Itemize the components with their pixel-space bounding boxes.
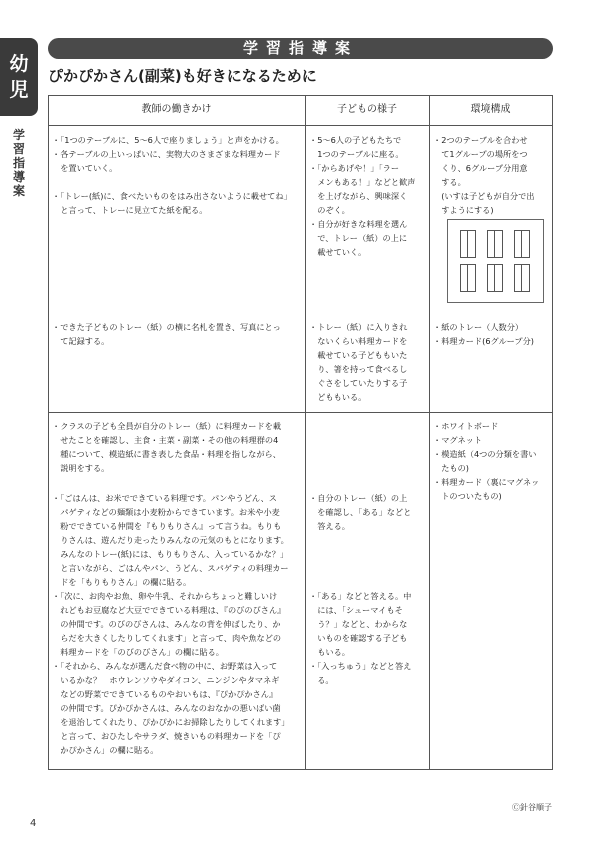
text-line: くり、6グループ分用意 <box>433 163 528 173</box>
text-line: の仲間です。ぴかぴかさんは、みんなのおなかの悪いばい菌 <box>52 703 281 713</box>
text-line: せたことを確認し、主食・主菜・副菜・その他の料理群の4 <box>52 435 279 445</box>
text-line: ・「入っちゅう」などと答え <box>309 661 412 671</box>
text-line: 1つのテーブルに座る。 <box>309 149 404 159</box>
row1-teacher <box>52 133 304 217</box>
text-line: ・模造紙（4つの分類を書い <box>433 449 537 459</box>
table-slot <box>487 264 503 292</box>
section-tab-char-1: 幼 <box>9 53 29 75</box>
text-line: ・「それから、みんなが選んだ食べ物の中に、お野菜は入って <box>52 661 278 671</box>
copyright-credit: Ⓒ針谷順子 <box>512 803 552 812</box>
text-line: れどもお豆腐など大豆でできている料理は、『のびのびさん』 <box>52 605 286 615</box>
text-line: りさんは、遊んだり走ったりみんなの元気のもとになります。 <box>52 535 289 545</box>
text-line: ・「ごはんは、お米でできている料理です。パンやうどん、ス <box>52 493 277 503</box>
row2-environment <box>433 320 552 348</box>
text-line: ・料理カード（裏にマグネッ <box>433 477 540 487</box>
text-line: 載せている子どももいた <box>309 350 408 360</box>
text-line: ・各テーブルの上いっぱいに、実物大のさまざまな料理カード <box>52 149 281 159</box>
text-line: ドを「もりもりさん」の欄に貼る。 <box>52 577 192 587</box>
text-line: 説明をする。 <box>52 463 110 473</box>
text-line: と言って、おひたしやサラダ、焼きいもの料理カードを「ぴ <box>52 731 281 741</box>
text-line: 粉でできている仲間を『もりもりさん』って言うね。もりも <box>52 521 282 531</box>
text-line: で、トレー（紙）の上に <box>309 233 408 243</box>
text-line: ・マグネット <box>433 435 483 445</box>
table-border <box>48 412 553 413</box>
row3-environment <box>433 419 552 503</box>
text-line: もいる。 <box>309 647 350 657</box>
text-line: 答える。 <box>309 521 350 531</box>
text-line: り、箸を持って食べるし <box>309 364 408 374</box>
section-label-char: 指 <box>12 156 25 170</box>
text-line: などの野菜でできているものやおいもは、『ぴかぴかさん』 <box>52 689 278 699</box>
page-title-banner: 学習指導案 <box>48 38 553 59</box>
text-line: 種について、模造紙に書き表した食品・料理を指しながら、 <box>52 449 281 459</box>
text-line: て記録する。 <box>52 336 110 346</box>
text-line: ・「ある」などと答える。中 <box>309 591 412 601</box>
section-label <box>8 128 30 198</box>
row2-teacher <box>52 320 304 348</box>
row3-children-responses <box>309 589 429 687</box>
row2-children <box>309 320 429 404</box>
text-line: ぐさをしていたりする子 <box>309 378 408 388</box>
text-line: を確認し、「ある」などと <box>309 507 412 517</box>
text-line: かぴかさん」の欄に貼る。 <box>52 745 159 755</box>
text-line: う？」などと、わからな <box>309 619 408 629</box>
header-environment: 環境構成 <box>470 104 511 115</box>
text-line: たもの) <box>433 463 469 473</box>
section-label-char: 習 <box>12 142 25 156</box>
row3-teacher-intro <box>52 419 304 475</box>
text-line: と言って、トレーに見立てた紙を配る。 <box>52 205 208 215</box>
text-line: どももいる。 <box>309 392 367 402</box>
table-border <box>429 95 430 770</box>
text-line: を置いていく。 <box>52 163 118 173</box>
text-line: (いすは子どもが自分で出 <box>433 191 535 201</box>
text-line: メンもある！」などと歓声 <box>309 177 416 187</box>
table-border <box>305 95 306 770</box>
table-slot <box>514 264 530 292</box>
text-line: 載せていく。 <box>309 247 367 257</box>
page-subtitle: ぴかぴかさん(副菜)も好きになるために <box>48 67 317 85</box>
header-teacher: 教師の働きかけ <box>141 104 212 115</box>
text-line: の仲間です。のびのびさんは、みんなの背を伸ばしたり、か <box>52 619 281 629</box>
text-line: ・自分が好きな料理を選ん <box>309 219 408 229</box>
spacer <box>52 175 304 189</box>
text-line: みんなのトレー(紙)には、もりもりさん、入っているかな？」 <box>52 549 289 559</box>
text-line: ・「1つのテーブルに、5～6人で座りましょう」と声をかける。 <box>52 135 284 145</box>
row3-teacher-explain <box>52 491 304 757</box>
text-line: 料理カードを「のびのびさん」の欄に貼る。 <box>52 647 224 657</box>
text-line: と言いながら、ごはんやパン、うどん、スパゲティの料理カー <box>52 563 289 573</box>
section-label-char: 学 <box>12 128 25 142</box>
row3-children-answer <box>309 491 429 533</box>
row1-environment <box>433 133 552 217</box>
text-line: ・「次に、お肉やお魚、卵や牛乳、それからちょっと難しいけ <box>52 591 278 601</box>
text-line: ・料理カード(6グループ分) <box>433 336 535 346</box>
table-border <box>48 769 553 770</box>
text-line: ・「からあげや！」「ラー <box>309 163 400 173</box>
section-tab <box>0 38 38 116</box>
text-line: ・「トレー(紙)に、食べたいものをはみ出さないように載せてね」 <box>52 191 292 201</box>
table-border <box>552 95 553 770</box>
page-number: 4 <box>30 818 37 829</box>
text-line: て1グループの場所をつ <box>433 149 528 159</box>
text-line: ・自分のトレー（紙）の上 <box>309 493 408 503</box>
row1-children <box>309 133 429 259</box>
text-line: には、「シューマイもそ <box>309 605 403 615</box>
text-line: ・紙のトレー（人数分） <box>433 322 524 332</box>
text-line: すようにする) <box>433 205 494 215</box>
text-line: を上げながら、興味深く <box>309 191 408 201</box>
text-line: ないくらい料理カードを <box>309 336 408 346</box>
text-line: ・2つのテーブルを合わせ <box>433 135 528 145</box>
text-line: ・クラスの子ども全員が自分のトレー（紙）に料理カードを載 <box>52 421 282 431</box>
text-line: パゲティなどの麺類は小麦粉からできています。お米や小麦 <box>52 507 280 517</box>
text-line: いものを確認する子ども <box>309 633 408 643</box>
text-line: ・ホワイトボード <box>433 421 499 431</box>
text-line: ・トレー（紙）に入りきれ <box>309 322 408 332</box>
section-label-char: 案 <box>12 184 25 198</box>
text-line: ・5～6人の子どもたちで <box>309 135 402 145</box>
table-slot <box>514 230 530 258</box>
text-line: ・できた子どものトレー（紙）の横に名札を置き、写真にとっ <box>52 322 281 332</box>
text-line: らだを大きくしたりしてくれます」と言って、肉や魚などの <box>52 633 282 643</box>
text-line: のぞく。 <box>309 205 350 215</box>
text-line: を退治してくれたり、ぴかぴかにお掃除したりしてくれます」 <box>52 717 290 727</box>
table-slot <box>460 264 476 292</box>
table-border <box>48 125 553 126</box>
text-line: する。 <box>433 177 466 187</box>
table-slot <box>487 230 503 258</box>
section-label-char: 導 <box>12 170 25 184</box>
section-tab-char-2: 児 <box>9 79 29 101</box>
table-slot <box>460 230 476 258</box>
text-line: トのついたもの) <box>433 491 502 501</box>
table-border <box>48 95 49 770</box>
header-children: 子どもの様子 <box>337 104 397 115</box>
table-layout-diagram <box>447 219 544 303</box>
text-line: いるかな？ ホウレンソウやダイコン、ニンジンやタマネギ <box>52 675 280 685</box>
text-line: る。 <box>309 675 334 685</box>
lesson-plan-table <box>48 95 553 770</box>
